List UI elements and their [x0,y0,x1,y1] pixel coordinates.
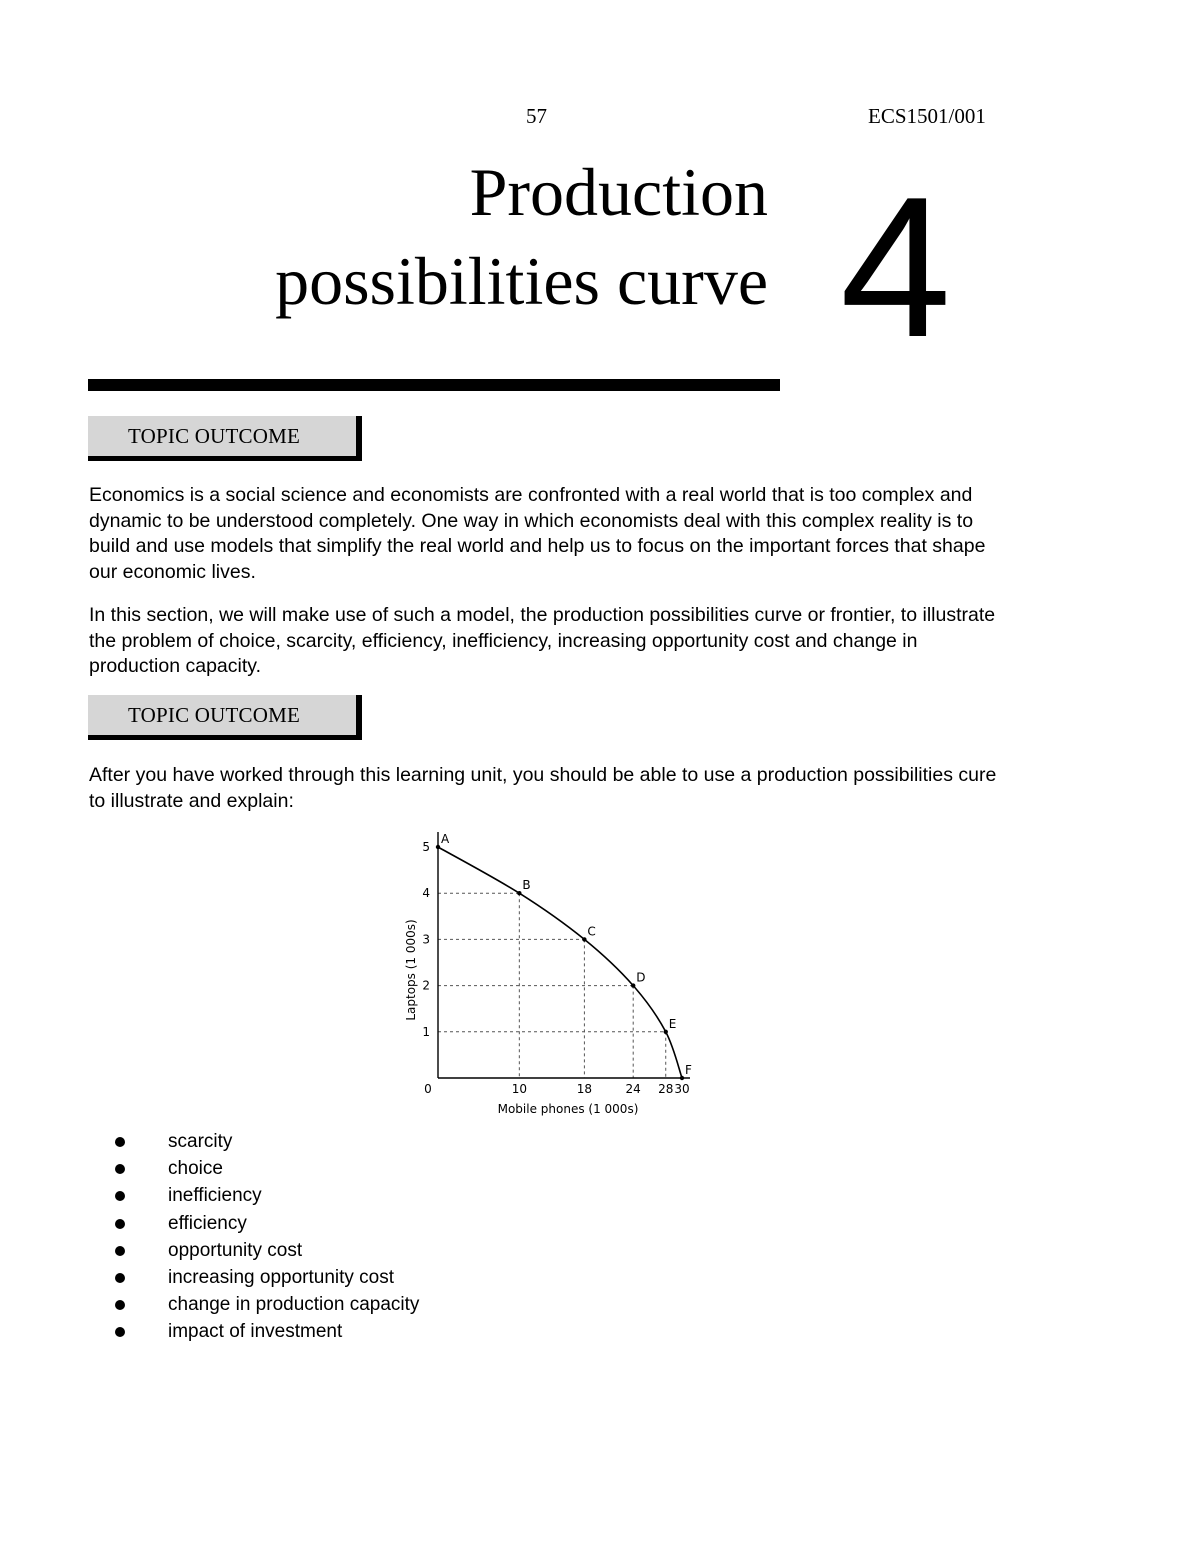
ppc-chart [395,830,705,1125]
intro-paragraph-2: In this section, we will make use of such a model, the production possibilities curve or frontier, to illustrate the problem of choice, scarcity, efficiency, inefficiency, increasing opportunity cost and change in production capacity. [89,604,996,677]
y-tick-label: 3 [422,932,430,947]
data-point-d [631,983,635,987]
chapter-number: 4 [840,156,952,379]
bullet-icon [115,1191,125,1201]
data-point-b [517,891,521,895]
point-label-f: F [685,1063,692,1077]
topic-outcome-label: TOPIC OUTCOME [128,424,300,448]
bullet-icon [115,1246,125,1256]
ppc-curve-line [438,847,682,1078]
page-number: 57 [526,104,547,128]
data-point-f [680,1076,684,1080]
x-tick-label: 24 [625,1082,641,1096]
point-label-c: C [587,924,596,939]
bullet-icon [115,1219,125,1229]
outcome-paragraph: After you have worked through this learning unit, you should be able to use a production possibilities cure to illustrate and explain: [89,764,997,812]
x-tick-label: 10 [511,1082,527,1096]
point-label-e: E [668,1016,677,1031]
y-tick-label: 1 [422,1024,430,1039]
data-point-e [664,1030,668,1034]
x-tick-label: 30 [674,1082,690,1096]
x-tick-label: 0 [424,1082,432,1096]
intro-paragraph-1: Economics is a social science and economists are confronted with a real world that is too complex and dynamic to be understood completely. One way in which economists deal with this complex reality is to build and use models that simplify the real world and help us to focus on the important forces that shape our economic lives. [89,484,986,583]
bullet-icon [115,1137,125,1147]
point-label-a: A [441,832,450,846]
topic-outcome-heading-2 [88,695,362,740]
x-tick-label: 28 [658,1082,674,1096]
y-tick-label: 2 [422,978,430,993]
y-tick-label: 5 [422,840,430,854]
x-axis-label: Mobile phones (1 000s) [497,1102,639,1116]
bullet-icon [115,1327,125,1337]
data-point-c [582,937,586,941]
bullet-icon [115,1273,125,1283]
title-divider [88,379,780,391]
course-code: ECS1501/001 [868,104,986,128]
y-axis-label: Laptops (1 000s) [404,919,418,1021]
point-label-b: B [522,878,531,893]
topic-outcome-heading-1 [88,416,362,461]
chapter-title-line2: possibilities curve [275,243,768,319]
point-label-d: D [636,970,646,985]
bullet-icon [115,1164,125,1174]
chapter-title-line1: Production [469,154,768,230]
x-tick-label: 18 [576,1082,593,1096]
bullet-icon [115,1300,125,1310]
y-tick-label: 4 [422,886,430,901]
data-point-a [436,845,440,849]
topic-outcome-label: TOPIC OUTCOME [128,703,300,727]
